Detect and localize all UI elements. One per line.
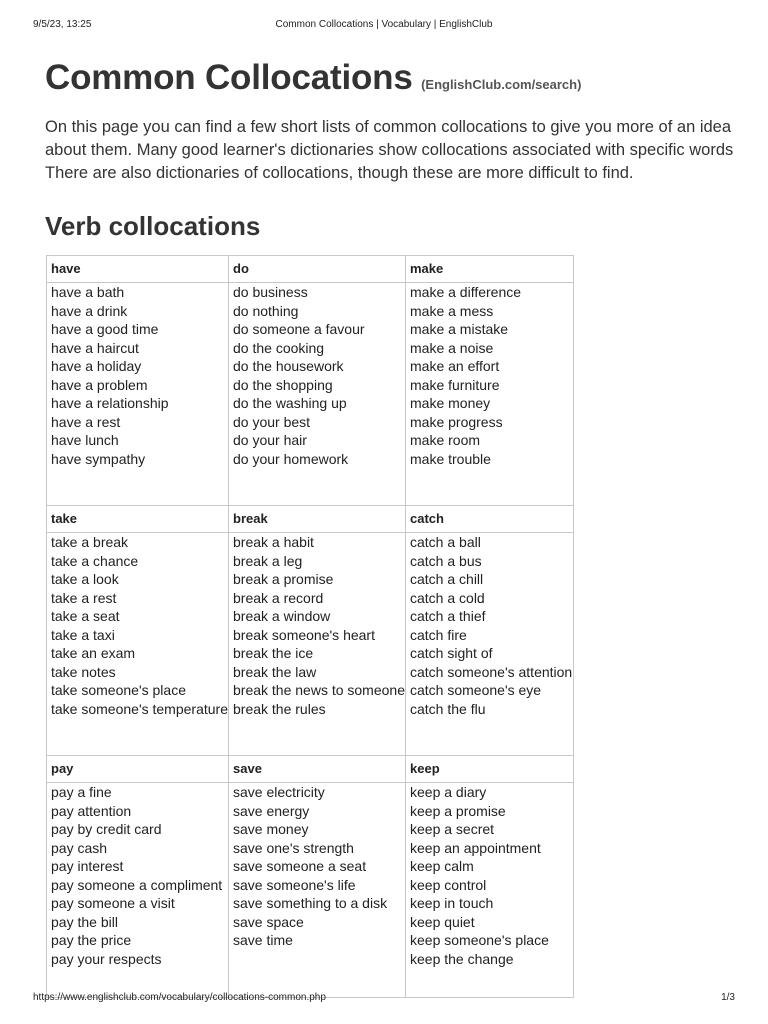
page-title: Common Collocations (45, 58, 413, 97)
collocation-item: have a drink (51, 302, 128, 319)
collocation-item: catch someone's eye (410, 682, 542, 698)
collocation-item: do your hair (233, 432, 307, 448)
collocation-item: take a seat (51, 608, 120, 624)
collocation-item: do your homework (233, 450, 349, 467)
collocation-item: pay the bill (51, 913, 118, 930)
table-row (47, 783, 574, 998)
collocation-item: keep a promise (410, 802, 506, 819)
collocation-item: catch a ball (410, 534, 481, 550)
collocation-item: keep calm (410, 858, 474, 874)
collocation-item: have a problem (51, 376, 148, 393)
collocation-list (406, 783, 574, 998)
verb-header: keep (406, 756, 574, 783)
collocation-item: do business (233, 284, 308, 300)
collocation-item: keep someone's place (410, 932, 549, 948)
collocation-item: have lunch (51, 432, 119, 448)
collocation-item: break a record (233, 589, 324, 606)
collocation-item: break a habit (233, 534, 314, 550)
collocation-item: do the cooking (233, 339, 325, 356)
collocation-item: break a promise (233, 571, 334, 587)
collocation-item: catch a bus (410, 552, 482, 569)
collocation-item: take a break (51, 534, 129, 550)
collocation-item: make a noise (410, 339, 494, 356)
collocation-item: save someone a seat (233, 858, 367, 874)
print-datetime: 9/5/23, 13:25 (33, 19, 92, 30)
collocation-item: save something to a disk (233, 895, 388, 911)
verb-header: save (229, 756, 406, 783)
collocation-item: catch a chill (410, 571, 484, 587)
collocations-table (46, 255, 574, 998)
collocation-item: do the shopping (233, 376, 333, 393)
collocation-item: keep a diary (410, 784, 487, 800)
collocation-item: do the washing up (233, 395, 347, 411)
collocation-item: break a window (233, 608, 331, 624)
collocation-item: save space (233, 913, 304, 930)
collocation-item: make an effort (410, 358, 500, 374)
collocation-item: have a bath (51, 284, 125, 300)
collocation-item: take someone's temperature (51, 700, 228, 717)
section-heading: Verb collocations (45, 211, 261, 241)
collocation-item: pay someone a compliment (51, 876, 223, 893)
collocation-item: make a difference (410, 284, 522, 300)
collocation-list (47, 283, 229, 506)
collocation-item: do nothing (233, 302, 299, 319)
collocation-item: catch a cold (410, 589, 485, 606)
collocation-item: have a holiday (51, 358, 142, 374)
collocation-item: catch fire (410, 626, 467, 643)
collocation-item: have a good time (51, 321, 159, 337)
collocation-item: pay the price (51, 932, 132, 948)
collocation-list (229, 533, 406, 756)
collocation-list (47, 783, 229, 998)
collocation-item: save one's strength (233, 839, 354, 856)
collocation-item: have a relationship (51, 395, 169, 411)
collocation-item: pay by credit card (51, 821, 162, 837)
print-url: https://www.englishclub.com/vocabulary/collocations-common.php (33, 992, 326, 1003)
verb-header: do (229, 256, 406, 283)
table-header-row (47, 256, 574, 283)
collocation-item: break the rules (233, 700, 326, 717)
collocation-item: catch sight of (410, 645, 493, 661)
article (45, 58, 745, 242)
collocation-item: keep a secret (410, 821, 495, 837)
collocation-item: save money (233, 821, 309, 837)
verb-header: break (229, 506, 406, 533)
print-header (33, 19, 735, 33)
collocation-item: do your best (233, 413, 311, 430)
verb-header: make (406, 256, 574, 283)
collocation-item: break the ice (233, 645, 314, 661)
collocation-item: have a rest (51, 413, 121, 430)
verb-header: catch (406, 506, 574, 533)
verb-header: have (47, 256, 229, 283)
intro-paragraph: On this page you can find a few short lists of common collocations to give you more of an idea about them. Many good learner's dictionaries show collocations associated with specific words There are also dictionaries of collocations, though these are more difficult to find. (45, 118, 734, 182)
print-page-number: 1/3 (721, 992, 735, 1003)
collocation-item: make trouble (410, 450, 491, 467)
print-footer (33, 992, 735, 1006)
collocation-item: catch a thief (410, 608, 486, 624)
collocation-item: keep the change (410, 950, 514, 967)
collocation-item: make progress (410, 413, 503, 430)
collocation-item: save someone's life (233, 876, 356, 893)
title-source: (EnglishClub.com/search) (421, 77, 582, 92)
table-header-row (47, 506, 574, 533)
collocation-item: pay a fine (51, 784, 112, 800)
collocation-item: pay attention (51, 802, 132, 819)
collocation-item: make a mistake (410, 321, 509, 337)
verb-header: take (47, 506, 229, 533)
collocation-item: take a rest (51, 589, 117, 606)
collocation-item: pay someone a visit (51, 895, 175, 911)
collocation-item: take an exam (51, 645, 136, 661)
collocation-item: keep in touch (410, 895, 494, 911)
collocation-item: have sympathy (51, 450, 146, 467)
table-row (47, 283, 574, 506)
collocation-item: do the housework (233, 358, 344, 374)
collocation-item: save energy (233, 802, 310, 819)
collocation-item: make room (410, 432, 481, 448)
verb-header: pay (47, 756, 229, 783)
page-title-row (45, 58, 745, 98)
collocation-item: catch the flu (410, 700, 486, 717)
collocation-list (47, 533, 229, 756)
table-row (47, 533, 574, 756)
collocation-item: save time (233, 932, 293, 948)
collocation-item: do someone a favour (233, 321, 365, 337)
collocation-item: take a taxi (51, 626, 115, 643)
collocation-item: break someone's heart (233, 626, 375, 643)
collocation-item: keep quiet (410, 913, 475, 930)
collocation-list (229, 783, 406, 998)
collocation-list (406, 283, 574, 506)
collocation-item: keep an appointment (410, 839, 541, 856)
collocation-item: pay your respects (51, 950, 162, 967)
collocation-item: keep control (410, 876, 487, 893)
collocation-item: break a leg (233, 552, 303, 569)
collocation-item: pay interest (51, 858, 124, 874)
collocation-item: make money (410, 395, 491, 411)
collocation-item: break the law (233, 663, 317, 680)
collocation-item: take a chance (51, 552, 139, 569)
collocation-item: break the news to someone (233, 682, 405, 698)
collocation-item: save electricity (233, 784, 325, 800)
collocation-item: take someone's place (51, 682, 186, 698)
collocation-list (406, 533, 574, 756)
print-page-title: Common Collocations | Vocabulary | EnglishClub (275, 19, 493, 30)
collocation-item: catch someone's attention (410, 663, 573, 680)
collocation-item: take a look (51, 571, 119, 587)
collocation-item: take notes (51, 663, 116, 680)
collocation-list (229, 283, 406, 506)
collocation-item: make furniture (410, 376, 500, 393)
table-header-row (47, 756, 574, 783)
collocation-item: pay cash (51, 839, 108, 856)
collocation-item: have a haircut (51, 339, 139, 356)
collocation-item: make a mess (410, 302, 494, 319)
